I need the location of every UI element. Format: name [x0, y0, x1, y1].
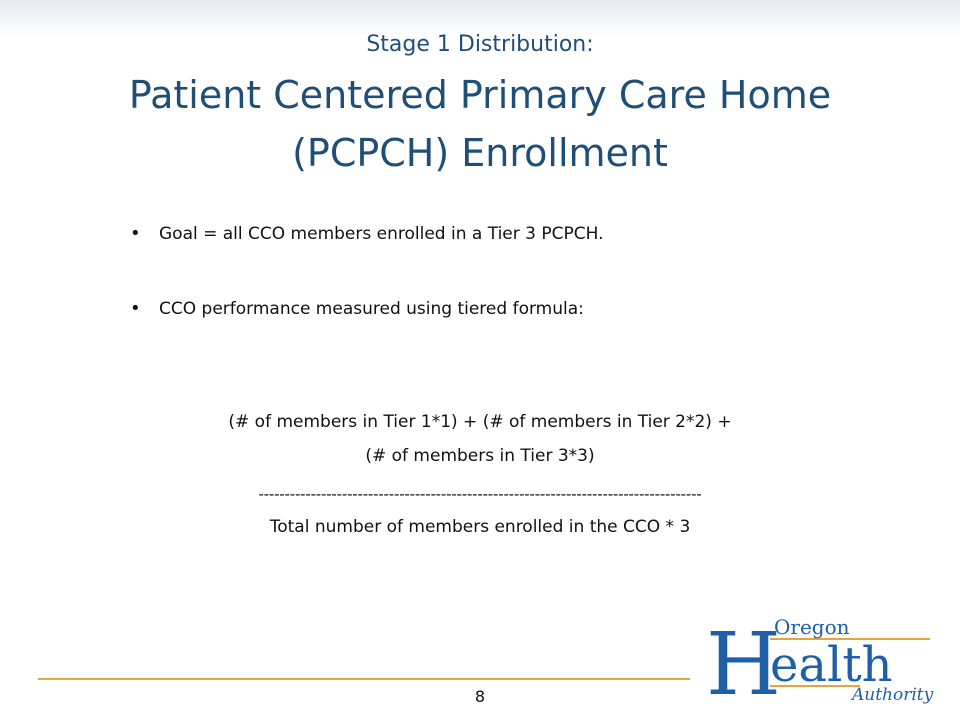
formula-divider: -------------------------------------------------------------------------------------	[258, 485, 702, 503]
footer-rule	[38, 678, 690, 680]
bullet-list	[130, 222, 604, 321]
logo-letter-h: H	[706, 615, 781, 708]
pre-title: Stage 1 Distribution:	[366, 32, 594, 57]
logo-word-oregon: Oregon	[774, 615, 850, 639]
logo-word-authority: Authority	[852, 685, 934, 705]
formula-numerator-line-1: (# of members in Tier 1*1) + (# of members in Tier 2*2) +	[228, 412, 732, 432]
bullet-item-performance: • CCO performance measured using tiered formula:	[130, 297, 604, 321]
slide-title-line-1: Patient Centered Primary Care Home	[128, 73, 832, 117]
slide-title-line-2: (PCPCH) Enrollment	[292, 131, 668, 175]
logo-word-ealth: ealth	[770, 637, 893, 693]
page-number: 8	[474, 687, 486, 706]
formula-numerator-line-2: (# of members in Tier 3*3)	[365, 446, 595, 466]
slide-title	[0, 66, 960, 182]
bullet-item-goal: • Goal = all CCO members enrolled in a Tier 3 PCPCH.	[130, 222, 604, 246]
formula-denominator: Total number of members enrolled in the CCO * 3	[269, 517, 691, 537]
slide-title-block	[0, 30, 960, 182]
oregon-health-authority-logo	[700, 608, 940, 708]
